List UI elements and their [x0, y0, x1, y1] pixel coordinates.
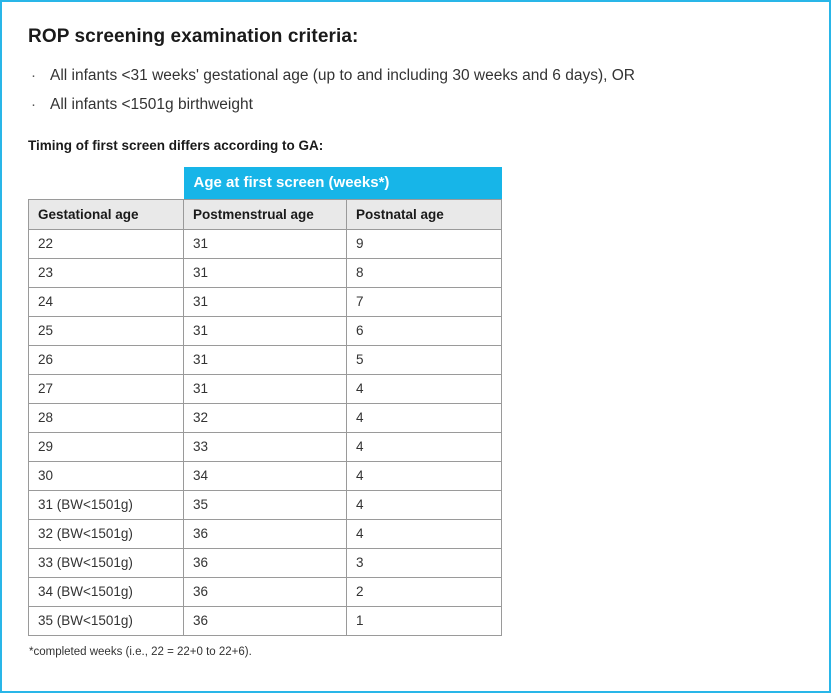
cell-postnatal-age: 1 [347, 606, 502, 635]
table-row [29, 316, 502, 345]
cell-postnatal-age: 3 [347, 548, 502, 577]
table-body [29, 229, 502, 635]
bullet-icon: · [31, 67, 36, 84]
criteria-text: All infants <1501g birthweight [50, 95, 253, 113]
cell-gestational-age: 24 [29, 287, 184, 316]
cell-postmenstrual-age: 31 [184, 287, 347, 316]
bullet-icon: · [31, 95, 36, 113]
list-item [28, 66, 805, 87]
cell-gestational-age: 34 (BW<1501g) [29, 577, 184, 606]
cell-gestational-age: 31 (BW<1501g) [29, 490, 184, 519]
table-banner-row [29, 167, 502, 200]
cell-postmenstrual-age: 31 [184, 316, 347, 345]
cell-postmenstrual-age: 36 [184, 548, 347, 577]
cell-postmenstrual-age: 31 [184, 374, 347, 403]
cell-gestational-age: 32 (BW<1501g) [29, 519, 184, 548]
table-row [29, 229, 502, 258]
table-row [29, 461, 502, 490]
cell-postnatal-age: 4 [347, 461, 502, 490]
table-row [29, 548, 502, 577]
table-banner: Age at first screen (weeks*) [184, 167, 502, 200]
screening-table-wrapper [28, 167, 805, 636]
column-header-postmenstrual-age: Postmenstrual age [184, 199, 347, 229]
cell-postnatal-age: 9 [347, 229, 502, 258]
screening-table [28, 167, 502, 636]
cell-gestational-age: 35 (BW<1501g) [29, 606, 184, 635]
table-header-row [29, 199, 502, 229]
table-row [29, 345, 502, 374]
cell-gestational-age: 22 [29, 229, 184, 258]
cell-gestational-age: 27 [29, 374, 184, 403]
banner-spacer [29, 167, 184, 200]
cell-postmenstrual-age: 34 [184, 461, 347, 490]
cell-postnatal-age: 4 [347, 374, 502, 403]
cell-postnatal-age: 2 [347, 577, 502, 606]
list-item [28, 95, 805, 116]
criteria-list [28, 66, 805, 116]
cell-postmenstrual-age: 31 [184, 345, 347, 374]
section-subtitle: Timing of first screen differs according to GA: [28, 137, 324, 153]
cell-postnatal-age: 7 [347, 287, 502, 316]
table-row [29, 577, 502, 606]
table-row [29, 374, 502, 403]
cell-gestational-age: 23 [29, 258, 184, 287]
cell-gestational-age: 25 [29, 316, 184, 345]
table-row [29, 490, 502, 519]
criteria-text: All infants <31 weeks' gestational age (up to and including 30 weeks and 6 days), OR [50, 67, 635, 84]
cell-postnatal-age: 4 [347, 403, 502, 432]
cell-postnatal-age: 5 [347, 345, 502, 374]
cell-postnatal-age: 4 [347, 519, 502, 548]
cell-postnatal-age: 8 [347, 258, 502, 287]
footnote: *completed weeks (i.e., 22 = 22+0 to 22+6). [29, 645, 252, 658]
cell-postnatal-age: 4 [347, 432, 502, 461]
cell-postmenstrual-age: 36 [184, 606, 347, 635]
cell-postmenstrual-age: 33 [184, 432, 347, 461]
cell-postmenstrual-age: 32 [184, 403, 347, 432]
cell-gestational-age: 33 (BW<1501g) [29, 548, 184, 577]
column-header-gestational-age: Gestational age [29, 199, 184, 229]
table-row [29, 287, 502, 316]
table-row [29, 432, 502, 461]
cell-postmenstrual-age: 35 [184, 490, 347, 519]
cell-postmenstrual-age: 36 [184, 577, 347, 606]
cell-gestational-age: 29 [29, 432, 184, 461]
column-header-postnatal-age: Postnatal age [347, 199, 502, 229]
cell-postmenstrual-age: 31 [184, 229, 347, 258]
cell-postnatal-age: 6 [347, 316, 502, 345]
page-title: ROP screening examination criteria: [28, 26, 359, 47]
cell-gestational-age: 30 [29, 461, 184, 490]
table-row [29, 606, 502, 635]
cell-gestational-age: 28 [29, 403, 184, 432]
cell-gestational-age: 26 [29, 345, 184, 374]
table-row [29, 519, 502, 548]
cell-postnatal-age: 4 [347, 490, 502, 519]
table-row [29, 258, 502, 287]
cell-postmenstrual-age: 36 [184, 519, 347, 548]
table-row [29, 403, 502, 432]
cell-postmenstrual-age: 31 [184, 258, 347, 287]
